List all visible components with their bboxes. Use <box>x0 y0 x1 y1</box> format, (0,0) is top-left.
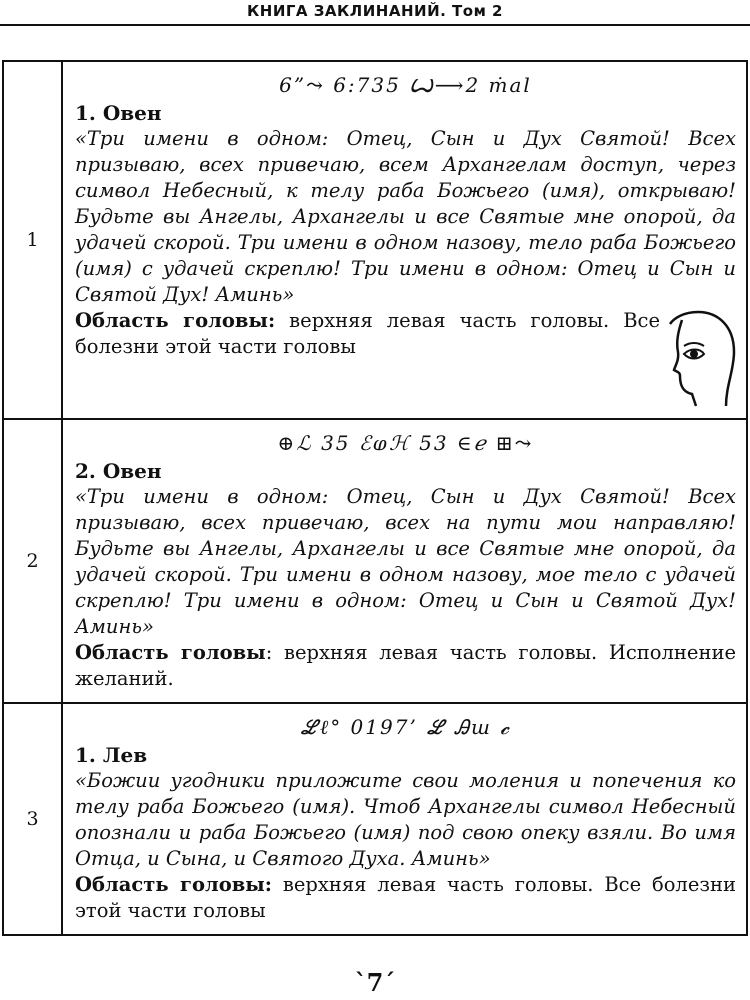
prayer-text: «Три имени в одном: Отец, Сын и Дух Святой! Всех призываю, всех привечаю, всех на пути мои направляю! Будьте вы Ангелы, Архангелы и все Святые мне опорой, да удачей скорой. Три имени в одном назову, мое тело с удачей скреплю! Три имени в одном: Отец и Сын и Святой Дух! Аминь» <box>75 485 736 638</box>
table-row <box>3 61 747 419</box>
region-label: Область головы: <box>75 873 273 896</box>
page-number: `7´ <box>354 968 396 997</box>
row-number: 2 <box>3 419 62 703</box>
row-content <box>62 61 747 419</box>
cipher-symbol-line: ℒℓ° 0197’ ℒ Ꭿш 𝓬 <box>299 715 512 739</box>
region-label: Область головы: <box>75 309 276 332</box>
prayer-text: «Божии угодники приложите свои моления и попечения ко телу раба Божьего (имя). Чтоб Архангелы символ Небесный опознали и раба Божьего (имя) под свою опеку взяли. Во имя Отца, и Сына, и Святого Духа. Аминь» <box>75 769 736 870</box>
row-content <box>62 703 747 935</box>
region-text: верхняя левая часть головы. Все болезни этой части головы <box>75 873 736 922</box>
running-title: КНИГА ЗАКЛИНАНИЙ. Том 2 <box>247 2 503 20</box>
head-region <box>75 872 736 924</box>
spell-title: 1. Лев <box>75 743 148 767</box>
head-region <box>75 640 736 692</box>
spell-title: 2. Овен <box>75 459 162 483</box>
table-row <box>3 703 747 935</box>
region-text: верхняя левая часть головы. Все болезни этой части головы <box>75 309 660 358</box>
spell-title: 1. Овен <box>75 101 162 125</box>
cipher-symbol-line: ⊕ℒ 35 ℰⱷℋ 53 ∈ℯ ⊞⤳ <box>277 431 534 455</box>
region-text: : верхняя левая часть головы. Исполнение желаний. <box>75 641 736 690</box>
row-content <box>62 419 747 703</box>
table-row <box>3 419 747 703</box>
prayer-text: «Три имени в одном: Отец, Сын и Дух Святой! Всех призываю, всех привечаю, всем Архангелам доступ, через символ Небесный, к телу раба Божьего (имя), открываю! Будьте вы Ангелы, Архангелы и все Святые мне опорой, да удачей скорой. Три имени в одном назову, тело раба Божьего (имя) с удачей скреплю! Три имени в одном: Отец и Сын и Святой Дух! Аминь» <box>75 127 736 306</box>
header-rule <box>0 24 750 26</box>
region-label: Область головы <box>75 641 266 664</box>
head-profile-icon <box>668 308 738 408</box>
spell-table <box>2 60 748 936</box>
head-region <box>75 308 736 360</box>
row-number: 1 <box>3 61 62 419</box>
cipher-symbol-line: 6”⤳ 6:735 Ꙍ⟶2 ṁal <box>279 73 532 97</box>
row-number: 3 <box>3 703 62 935</box>
